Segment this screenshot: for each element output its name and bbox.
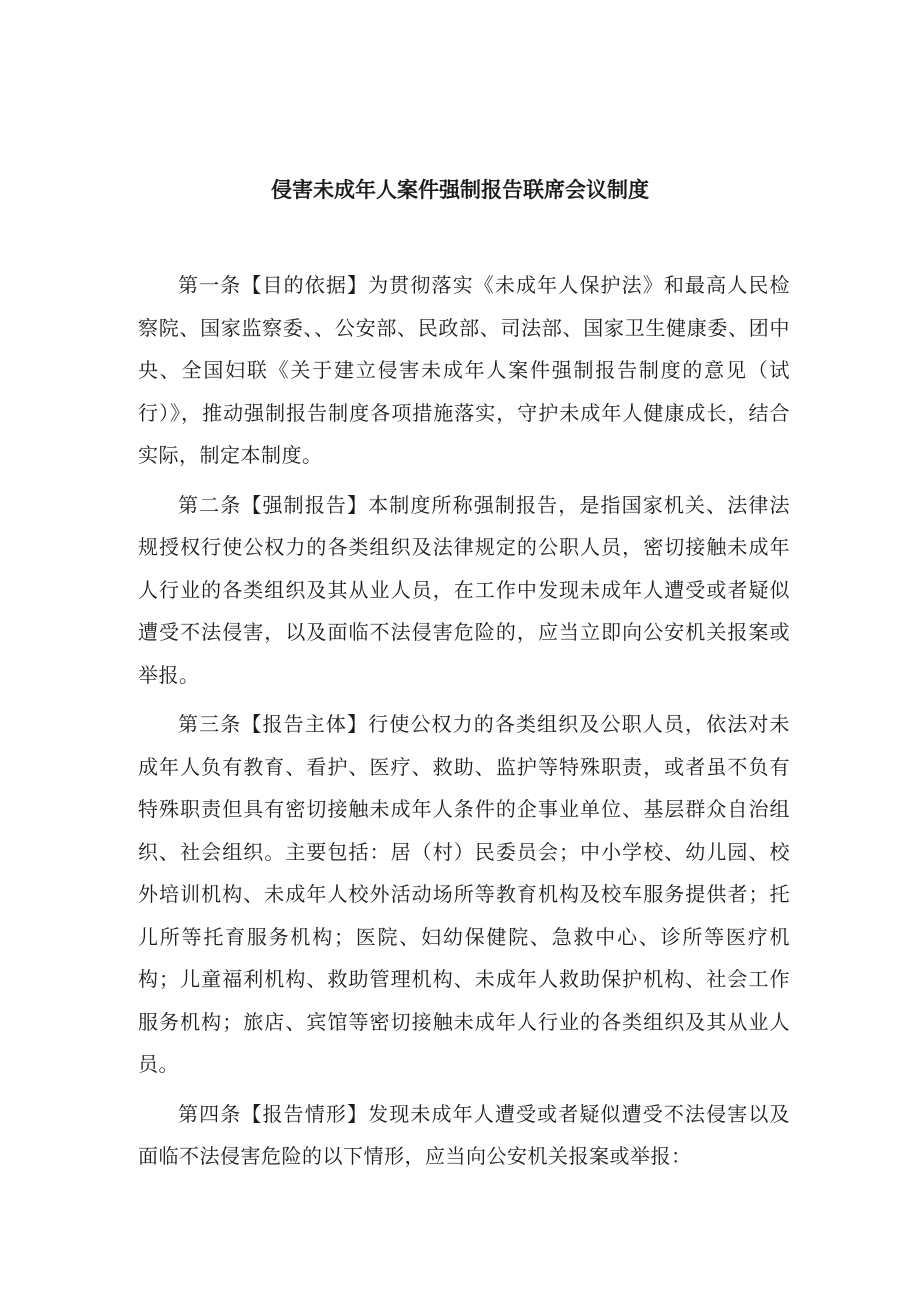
article-4-paragraph: 第四条【报告情形】发现未成年人遭受或者疑似遭受不法侵害以及面临不法侵害危险的以下情形，应当向公安机关报案或举报： bbox=[138, 1101, 790, 1168]
document-title: 侵害未成年人案件强制报告联席会议制度 bbox=[271, 178, 649, 202]
article-2-paragraph: 第二条【强制报告】本制度所称强制报告，是指国家机关、法律法规授权行使公权力的各类组织及法律规定的公职人员，密切接触未成年人行业的各类组织及其从业人员，在工作中发现未成年人遭受或者疑似遭受不法侵害，以及面临不法侵害危险的，应当立即向公安机关报案或举报。 bbox=[138, 492, 790, 687]
document-body bbox=[138, 264, 790, 1185]
article-1-paragraph: 第一条【目的依据】为贯彻落实《未成年人保护法》和最高人民检察院、国家监察委、、公安部、民政部、司法部、国家卫生健康委、团中央、全国妇联《关于建立侵害未成年人案件强制报告制度的意见（试行）》，推动强制报告制度各项措施落实，守护未成年人健康成长，结合实际，制定本制度。 bbox=[138, 273, 790, 467]
article-3-paragraph: 第三条【报告主体】行使公权力的各类组织及公职人员，依法对未成年人负有教育、看护、医疗、救助、监护等特殊职责，或者虽不负有特殊职责但具有密切接触未成年人条件的企事业单位、基层群众自治组织、社会组织。主要包括：居（村）民委员会；中小学校、幼儿园、校外培训机构、未成年人校外活动场所等教育机构及校车服务提供者；托儿所等托育服务机构；医院、妇幼保健院、急救中心、诊所等医疗机构；儿童福利机构、救助管理机构、未成年人救助保护机构、社会工作服务机构；旅店、宾馆等密切接触未成年人行业的各类组织及其从业人员。 bbox=[138, 712, 790, 1076]
